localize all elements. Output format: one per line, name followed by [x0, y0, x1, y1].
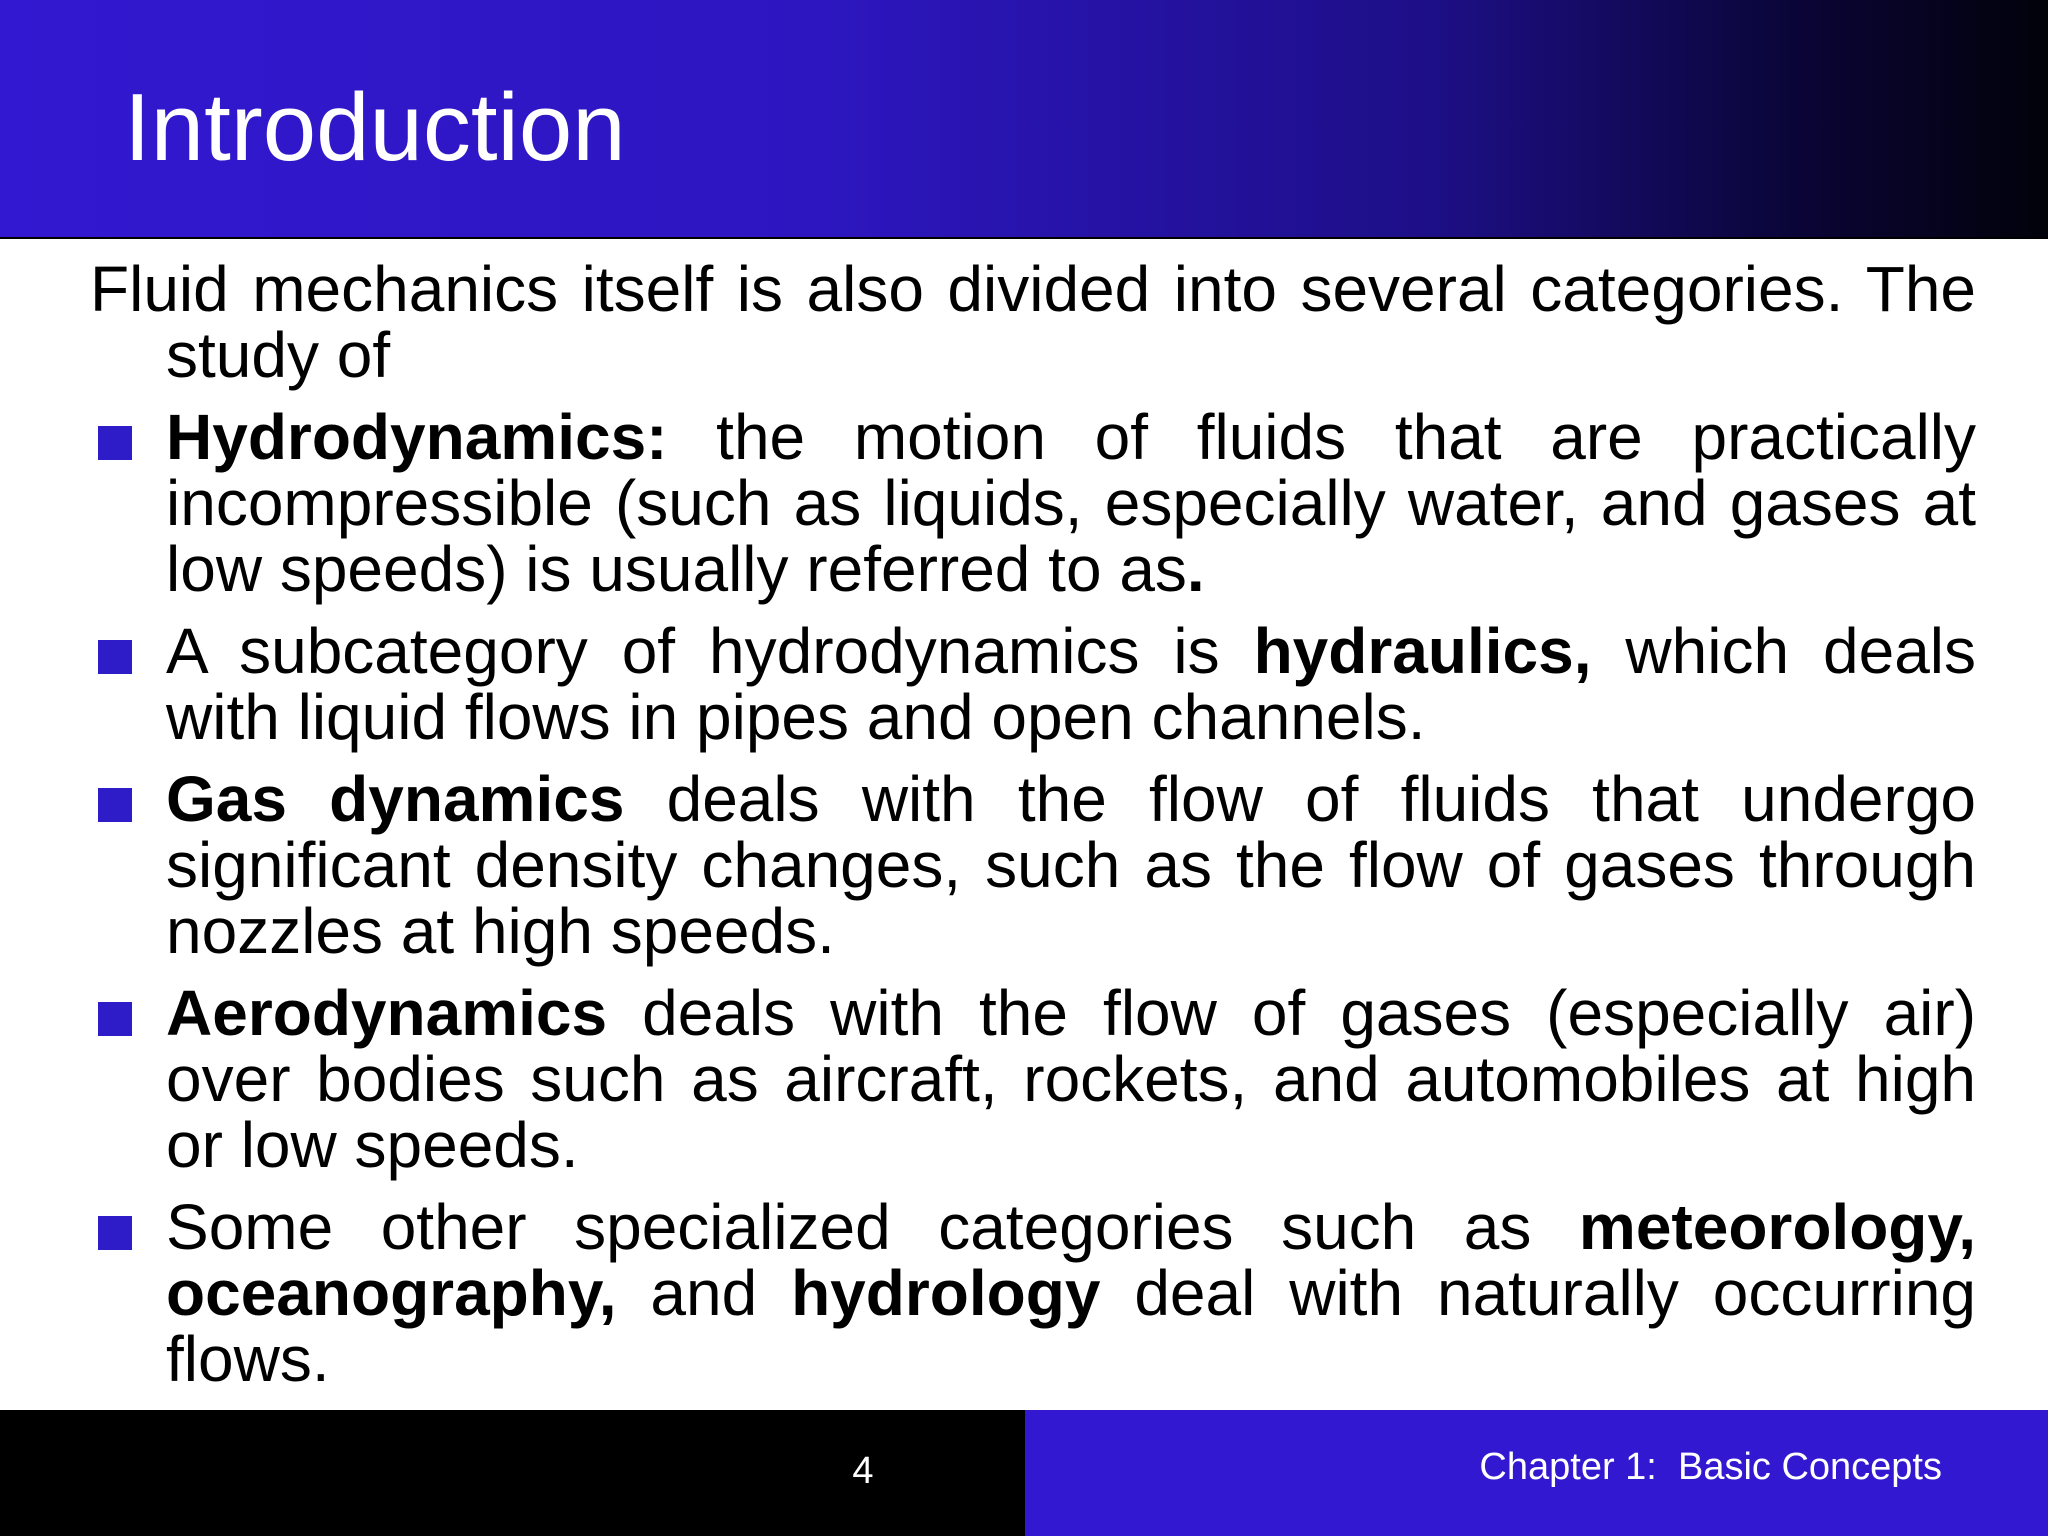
bullet-item-other-categories [90, 1191, 1977, 1395]
bullet-item-hydrodynamics [90, 401, 1976, 605]
bullet-term: hydrology [791, 1257, 1101, 1329]
bullet-term: Aerodynamics [166, 977, 608, 1049]
intro-paragraph: Fluid mechanics itself is also divided into several categories. The study of [90, 253, 1976, 391]
square-bullet-icon [98, 1216, 132, 1250]
bullet-text: which deals with liquid flows in pipes and open channels. [166, 615, 1977, 753]
bullet-text: and [616, 1257, 792, 1329]
bullet-text: the motion of fluids that are practically incompressible (such as liquids, especially water, and gases at low speeds) is usually referred to as [166, 401, 1976, 605]
bullet-text: deals with the flow of fluids that undergo significant density changes, such as the flow of gases through nozzles at high speeds. [166, 763, 1977, 967]
page-number: 4 [852, 1450, 874, 1492]
slide-footer [0, 1410, 2048, 1536]
chapter-label: Chapter 1: Basic Concepts [1479, 1446, 1942, 1488]
bullet-term-tail: . [1186, 533, 1205, 605]
bullet-text: deal with naturally occurring flows. [166, 1257, 1977, 1395]
slide-header [0, 0, 2048, 239]
bullet-text: deals with the flow of gases (especially air) over bodies such as aircraft, rockets, and automobiles at high or low speeds. [166, 977, 1976, 1181]
bullet-text: Some other specialized categories such as [166, 1191, 1579, 1263]
square-bullet-icon [98, 788, 132, 822]
slide-body [90, 253, 1977, 1408]
footer-chapter-panel [1025, 1410, 2048, 1536]
bullet-item-gas-dynamics [90, 763, 1977, 967]
bullet-item-hydraulics [90, 615, 1977, 753]
bullet-term: hydraulics, [1253, 615, 1592, 687]
bullet-text: A subcategory of hydrodynamics is [166, 615, 1254, 687]
bullet-list [90, 401, 1977, 1395]
square-bullet-icon [98, 1002, 132, 1036]
bullet-term: Gas dynamics [166, 763, 625, 835]
bullet-term: Hydrodynamics: [166, 401, 668, 473]
bullet-term: meteorology, oceanography, [166, 1191, 1976, 1329]
square-bullet-icon [98, 426, 132, 460]
square-bullet-icon [98, 640, 132, 674]
slide-title: Introduction [124, 74, 626, 181]
bullet-item-aerodynamics [90, 977, 1976, 1181]
